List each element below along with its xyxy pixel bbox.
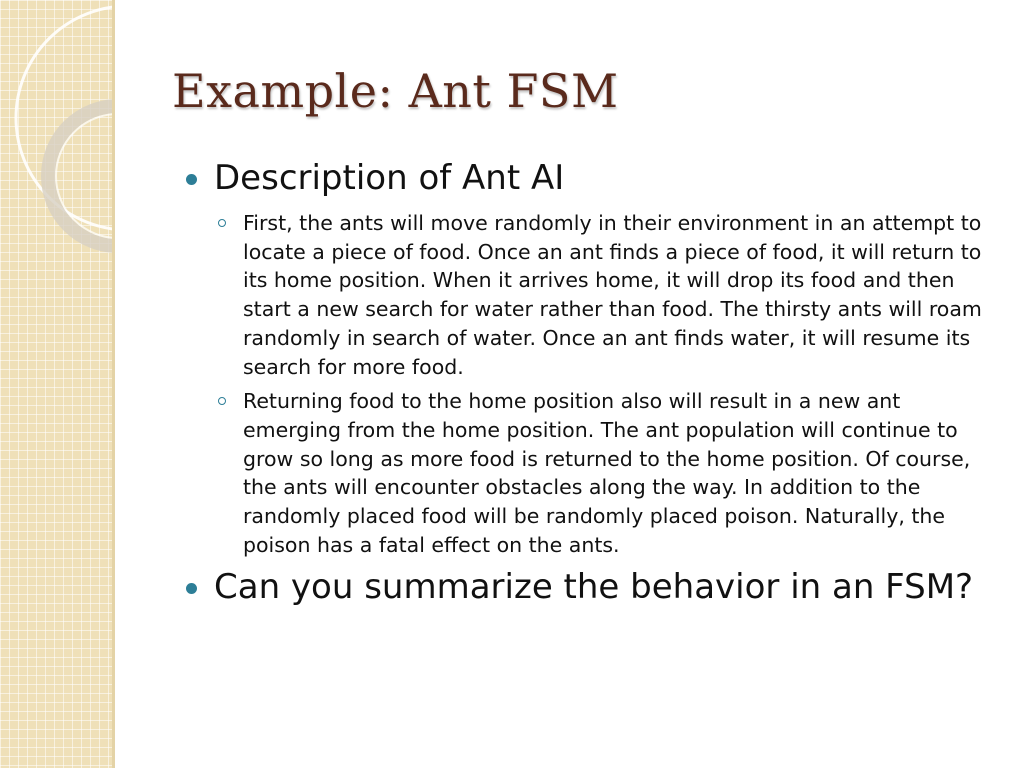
bullet-text: Can you summarize the behavior in an FSM?	[214, 567, 974, 608]
slide-title: Example: Ant FSM	[172, 64, 619, 118]
bullet-dot-icon	[186, 583, 197, 594]
bullet-level1	[182, 160, 1002, 197]
sub-bullet-text: First, the ants will move randomly in their environment in an attempt to locate a piece of food. Once an ant finds a piece of food, it will return to its home position. When it arrives home, it will drop its food and then start a new search for water rather than food. The thirsty ants will roam randomly in search of water. Once an ant finds water, it will resume its search for more food.	[243, 211, 982, 379]
bullet-ring-icon	[218, 397, 226, 405]
bullet-level2	[214, 387, 1002, 559]
side-band-edge	[112, 0, 115, 768]
bullet-level2	[214, 209, 1002, 381]
decorative-circles	[0, 0, 112, 768]
bullet-ring-icon	[218, 219, 226, 227]
bullet-dot-icon	[186, 174, 197, 185]
bullet-level1	[182, 569, 1002, 606]
bullet-text: Description of Ant AI	[214, 158, 565, 198]
slide-content	[182, 160, 1002, 606]
sub-bullet-text: Returning food to the home position also will result in a new ant emerging from the home position. The ant population will continue to grow so long as more food is returned to the home position. Of course, the ants will encounter obstacles along the way. In addition to the randomly placed food will be randomly placed poison. Naturally, the poison has a fatal effect on the ants.	[243, 389, 971, 557]
decorative-side-band	[0, 0, 112, 768]
